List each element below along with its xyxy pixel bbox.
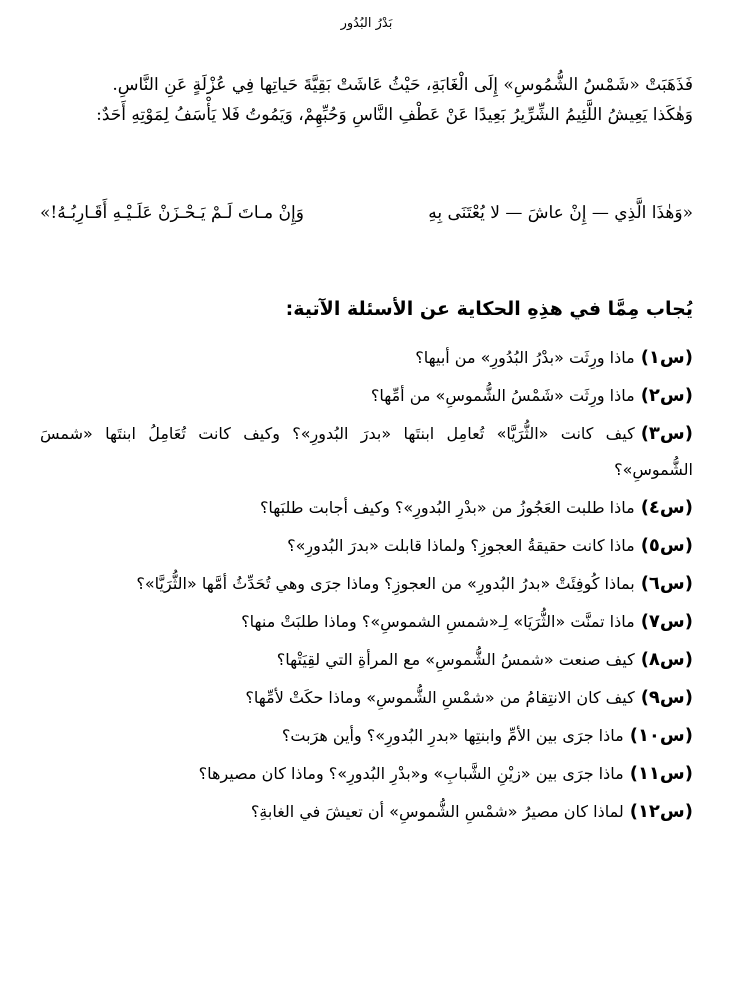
question-text: ماذا ورِثَت «شَمْسُ الشُّموسِ» من أمِّها؟ — [370, 386, 635, 405]
question-list — [40, 340, 693, 832]
question-text: ماذا جرَى بين الأمِّ وابنتِها «بدرِ البُدورِ»؟ وأين هرَبت؟ — [281, 726, 624, 745]
question-number: (س١٠) — [629, 725, 693, 746]
question-item — [40, 566, 693, 602]
question-number: (س١) — [640, 347, 693, 368]
question-number: (س٧) — [640, 611, 693, 632]
question-item — [40, 604, 693, 640]
question-text: كيف كان الانتِقامُ من «شمْسِ الشُّموسِ» وماذا حكَتْ لأمِّها؟ — [245, 688, 635, 707]
question-number: (س٣) — [640, 423, 693, 444]
question-text: ماذا ورِثَت «بدْرُ البُدُورِ» من أبيها؟ — [415, 348, 635, 367]
question-text: ماذا طلبت العَجُوزُ من «بدْرِ البُدورِ»؟ وكيف أجابت طلبَها؟ — [259, 498, 635, 517]
poem-first-hemistich: «وَهٰذَا الَّذِي — إِنْ عاشَ — لا يُعْتَنَى بِهِ — [428, 203, 693, 223]
question-item — [40, 756, 693, 792]
questions-heading: يُجاب مِمَّا في هذِهِ الحكاية عن الأسئلة الآتية: — [285, 298, 693, 320]
question-item — [40, 416, 693, 488]
question-number: (س١٢) — [629, 801, 693, 822]
question-item — [40, 378, 693, 414]
question-number: (س٤) — [640, 497, 693, 518]
question-item — [40, 642, 693, 678]
question-item — [40, 340, 693, 376]
question-number: (س٢) — [640, 385, 693, 406]
question-text: ماذا تمنَّت «الثُّرَيَا» لِـ«شمسِ الشموسِ»؟ وماذا طلبَتْ منها؟ — [241, 612, 635, 631]
poem-second-hemistich: وَإِنْ مـاتَ لَـمْ يَـحْـزَنْ عَلَـيْـهِ أَقَـارِبُـهُ!» — [40, 203, 304, 223]
story-text — [40, 70, 693, 130]
question-text: كيف كانت «الثُّرَيَّا» تُعامِل ابنتَها «بدرَ البُدورِ»؟ وكيف كانت تُعَامِلُ ابنتَها «شمسَ الشُّموسِ»؟ — [40, 424, 693, 479]
question-number: (س٩) — [640, 687, 693, 708]
question-number: (س٦) — [640, 573, 693, 594]
question-number: (س١١) — [629, 763, 693, 784]
question-number: (س٨) — [640, 649, 693, 670]
running-head: بَدْرُ البُدُور — [340, 16, 393, 31]
question-text: كيف صنعت «شمسُ الشُّموسِ» مع المرأةِ التي لقِيَتْها؟ — [276, 650, 635, 669]
question-number: (س٥) — [640, 535, 693, 556]
question-text: ماذا جرَى بين «زيْنِ الشَّبابِ» و«بدْرِ البُدورِ»؟ وماذا كان مصيرها؟ — [198, 764, 624, 783]
story-paragraph: وَهٰكَذا يَعِيشُ اللَّئِيمُ الشِّرِّيرُ بَعِيدًا عَنْ عَطْفِ النَّاسِ وَحُبِّهِمْ، وَيَمُوتُ فَلا يَأْسَفُ لِمَوْتِهِ أَحَدٌ: — [96, 105, 693, 125]
question-item — [40, 490, 693, 526]
question-text: بماذا كُوفِئَتْ «بدرُ البُدورِ» من العجوزِ؟ وماذا جرَى وهي تُحَدِّثُ أمَّها «الثُّرَيَّا»؟ — [136, 574, 635, 593]
question-item — [40, 680, 693, 716]
question-item — [40, 718, 693, 754]
question-text: لماذا كان مصيرُ «شمْسِ الشُّموسِ» أن تعيشَ في الغابةِ؟ — [250, 802, 624, 821]
question-text: ماذا كانت حقيقةُ العجوزِ؟ ولماذا قابلت «بدرَ البُدورِ»؟ — [287, 536, 635, 555]
story-paragraph: فَذَهَبَتْ «شَمْسُ الشُّمُوسِ» إِلَى الْغَابَةِ، حَيْثُ عَاشَتْ بَقِيَّةَ حَياتِها فِي عُزْلَةٍ عَنِ النَّاسِ. — [112, 75, 693, 95]
question-item — [40, 794, 693, 830]
poem-verse — [40, 196, 693, 230]
question-item — [40, 528, 693, 564]
